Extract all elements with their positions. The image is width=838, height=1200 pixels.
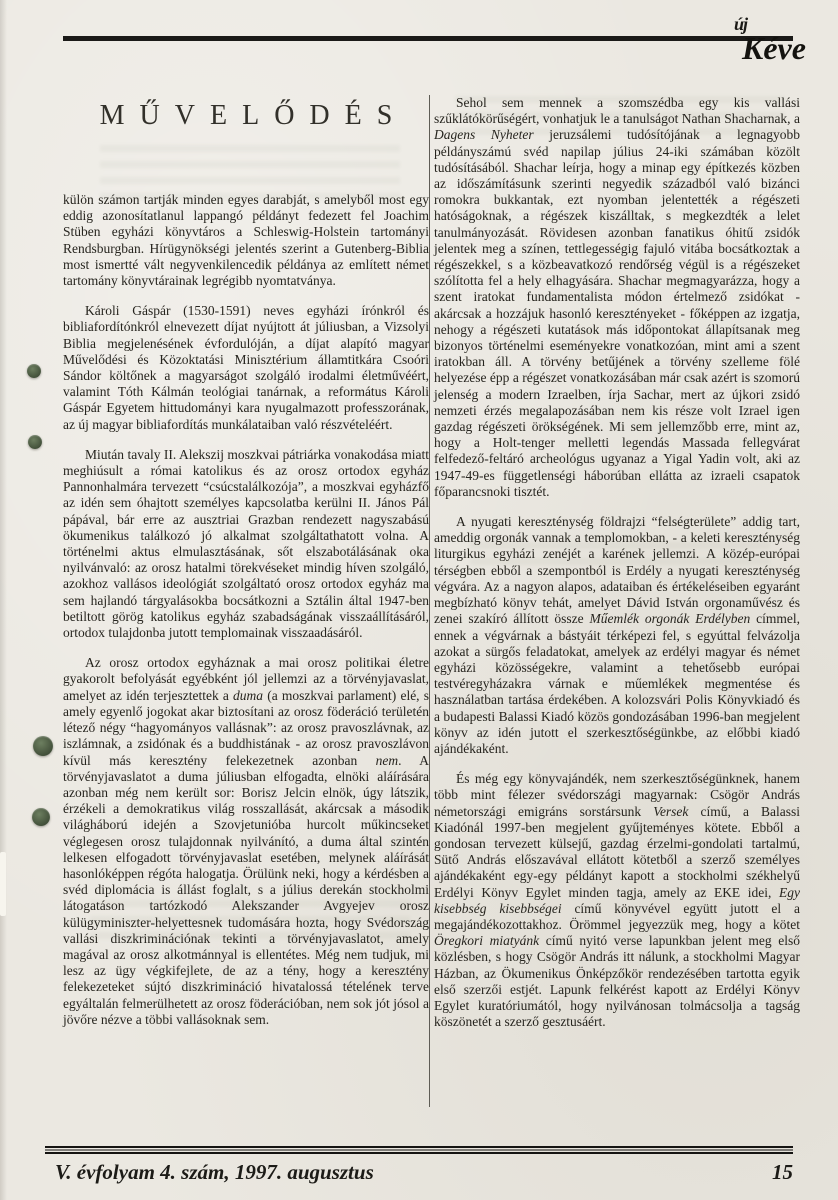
paragraph: külön számon tartják minden egyes darabját, s amelyből most egy eddig azonosítatlanul lappangó példányt fedezett fel Joachim Stüben egyházi könyvtáros a Schleswig-Holstein tartományi Rendsburgban. Hírügynökségi jelentés szerint a Gutenberg-Biblia most ismertté vált negyvenkilencedik példánya az említett német tartomány könyvtárainak legrégibb nyomtatványa. xyxy=(63,192,429,289)
left-column xyxy=(63,192,429,1142)
footer-issue: V. évfolyam 4. szám, 1997. augusztus xyxy=(55,1160,374,1184)
paragraph: A nyugati kereszténység földrajzi “felségterülete” addig tart, ameddig orgonák vannak a templomokban, - a keleti kereszténység liturgikus egyházi zenéjét a karének jellemzi. A közép-európai térségben ebből a szempontból is Erdély a nyugati kereszténység végvára. Az a nagyon alapos, adataiban és értékeléseiben egyaránt megbízható könyv tehát, amelyet Dávid István orgonaművész és zenei szakíró állított össze Műemlék orgonák Erdélyben címmel, ennek a végvárnak a bástyáit térképezi fel, s egyúttal felvázolja azokat a sürgős feladatokat, amelyek az erdélyi magyar és német egyházi közösségekre, valamint a tehetősebb európai testvéregyházakra várnak e műemlékek megmentése és használatban tartása érdekében. A kolozsvári Polis Könyvkiadó és a budapesti Balassi Kiadó közös gondozásában 1996-ban megjelent könyv az idén jutott el szerkesztőségünkbe, az előbbi kiadó ajándékaként. xyxy=(434,514,800,756)
footer xyxy=(55,1160,793,1185)
scan-edge-notch xyxy=(0,852,6,916)
column-divider xyxy=(429,95,430,1107)
paragraph: Miután tavaly II. Alekszij moszkvai pátriárka vonakodása miatt meghiúsult a római katolikus és az orosz ortodox egyház Pannonhalmára tervezett “csúcstalálkozója”, a moszkvai egyházfő az idén sem óhajtott személyes kapcsolatba kerülni II. János Pál pápával, bár erre az ausztriai Grazban rendezett nagyszabású ökumenikus találkozó jó alkalmat szolgáltathatott volna. A történelmi aktus elmulasztásának, sőt elszabotálásának oka nyilvánvaló: az orosz hatalmi törekvéseket mindig híven szolgáló, azokhoz vallásos ideológiát szolgáltató orosz ortodox egyház ma sem hajlandó tárgyalásokba bocsátkozni a Sztálin által 1947-ben betiltott görög katolikus egyház szabadságának visszaállításáról, ortodox tulajdonba jutott templomainak visszaadásáról. xyxy=(63,446,429,641)
paragraph: Az orosz ortodox egyháznak a mai orosz politikai életre gyakorolt befolyását egyébként jól jellemzi az a törvényjavaslat, amelyet az idén terjesztettek a duma (a moszkvai parlament) elé, s amely egyenlő jogokat akar biztosítani az orosz föderáció területén létező négy “hagyományos vallásnak”: az orosz pravoszlávnak, az iszlámnak, a zsidónak és a buddhistának - az orosz pravoszlávon kívül más keresztény felekezetnek azonban nem. A törvényjavaslatot a duma júliusban elfogadta, elnöki aláírására azonban még nem került sor: Borisz Jelcin elnök, úgy látszik, érzékeli a demokratikus világ rosszallását, akárcsak a második világháború idején a Szovjetunióba hurcolt műkincseket véglegesen orosz tulajdonnak nyilvánító, a duma által szintén lelkesen elfogadott törvényjavaslat esetében, melynek aláírását hasonlóképpen régóta halogatja. Örülünk neki, hogy a kérdésben a svéd diplomácia is állást foglalt, s a július derekán stockholmi látogatáson tartózkodó Alekszander Avgyejev orosz külügyminiszter-helyettesnek tudomására hozta, hogy Svédország vallási diszkriminációnak tekinti a törvényjavaslatot, amely magával az orosz alkotmánnyal is ellentétes. Még nem tudjuk, mi lesz az ügy végkifejlete, de az a tény, hogy a keresztény felekezeteket sújtó diszkrimináció hivatalossá tételének terve egyáltalán felmerülhetett az orosz föderációban, nem sok jót jósol a jövőre nézve a többi vallásoknak sem. xyxy=(63,655,429,1027)
scan-edge-shadow xyxy=(0,0,7,1200)
punch-hole xyxy=(32,808,50,826)
paragraph: És még egy könyvajándék, nem szerkesztőségünknek, hanem több mint félezer svédországi magyarnak: Csögör András németországi emigráns sorstársunk Versek című, a Balassi Kiadónál 1997-ben megjelent gyűjteményes kötete. Ebből a gondosan tervezett külsejű, gazdag érzelmi-gondolati tartalmú, Sütő András előszavával ellátott kötetből a szerző személyes ajándékaként egy-egy példányt kapott a stockholmi székhelyű Erdélyi Könyv Egylet minden tagja, amely az EKE idei, Egy kisebbség kisebbségei című könyvével együtt jutott el a megajándékozottakhoz. Örömmel jegyezzük meg, hogy a kötet Öregkori miatyánk című nyitó verse lapunkban jelent meg első közlésben, s hogy Csögör András itt nálunk, a stockholmi Magyar Házban, az Ökumenikus Önképzőkör rendezésében tartotta egyik első szerzői estjét. Lapunk felkérést kapott az Erdélyi Könyv Egylet kuratóriumától, hogy nyilvánosan tolmácsolja a tagság köszönetét a szerző gesztusáért. xyxy=(434,771,801,1030)
logo-uj-text: új xyxy=(734,14,748,34)
punch-hole xyxy=(33,736,53,756)
punch-hole xyxy=(28,435,42,449)
paragraph: Károli Gáspár (1530-1591) neves egyházi írónkról és bibliafordítónkról elnevezett díjat nyújtott át júliusban, a Vizsolyi Biblia megjelenésének évfordulóján, a díjat alapító magyar Művelődési és Közoktatási Minisztérium államtitkára Csoóri Sándor költőnek a magyarságot szolgáló irodalmi életművéért, valamint Tóth Kálmán teológiai tanárnak, a református Károli Gáspár Egyetem hittudományi kara nyugalmazott professzorának, az új magyar bibliafordítás munkálataiban való részvételéért. xyxy=(63,303,429,432)
masthead-logo xyxy=(728,12,818,74)
punch-hole xyxy=(27,364,41,378)
right-column xyxy=(434,95,800,1140)
footer-rule xyxy=(45,1146,793,1154)
masthead-rule xyxy=(63,36,793,41)
section-title: MŰVELŐDÉS xyxy=(99,100,408,131)
logo-keve-text: Kéve xyxy=(742,30,806,66)
footer-page-number: 15 xyxy=(772,1160,793,1184)
paragraph: Sehol sem mennek a szomszédba egy kis vallási szűklátókörűségért, vonhatjuk le a tanulságot Nathan Shacharnak, a Dagens Nyheter jeruzsálemi tudósítójának a legnagyobb példányszámú svéd napilap július 24-iki számában közölt tudósításából. Shachar leírja, hogy a minap egy építkezés közben az időszámításunk szerinti negyedik századból való bizánci romokra bukkantak, ezt nyomban jelentették a régészeti hatóságoknak, a régészek kiszálltak, s megkezdték a lelet tanulmányozását. Rövidesen azonban fanatikus óhitű zsidók jelentek meg a színen, tettlegességig fajuló vitába bocsátkoztak a régészekkel, s a közbeavatkozó rendőrség végül is a régészeket szólította fel a hely elhagyására. Shachar megmagyarázza, hogy a szent iratokat fundamentalista módon értelmező zsidókat - akárcsak a hozzájuk hasonló keresztényeket - főképpen az izgatja, nehogy a régészeti kutatások más időpontokat állapítsanak meg bizonyos történelmi eseményekre vonatkozóan, mint ami a szent iratokban áll. A törvény betűjének a törvény szelleme fölé helyezése épp a régészet vonatkozásában már csak azért is szomorú jelenség a modern Izraelben, írja Sachar, mert az újkori zsidó nemzeti érzés megalapozásában nem kis része volt Izrael igen gazdag régészeti örökségének. Mi sem jellemzőbb erre, mint az, hogy a Holt-tenger melletti legendás Massada fellegvárat felfedező-feltáró archeológus ugyanaz a Yigal Yadin volt, aki az 1947-49-es függetlenségi háborúban ellátta az izraeli csapatok főparancsnoki tisztét. xyxy=(434,95,801,499)
